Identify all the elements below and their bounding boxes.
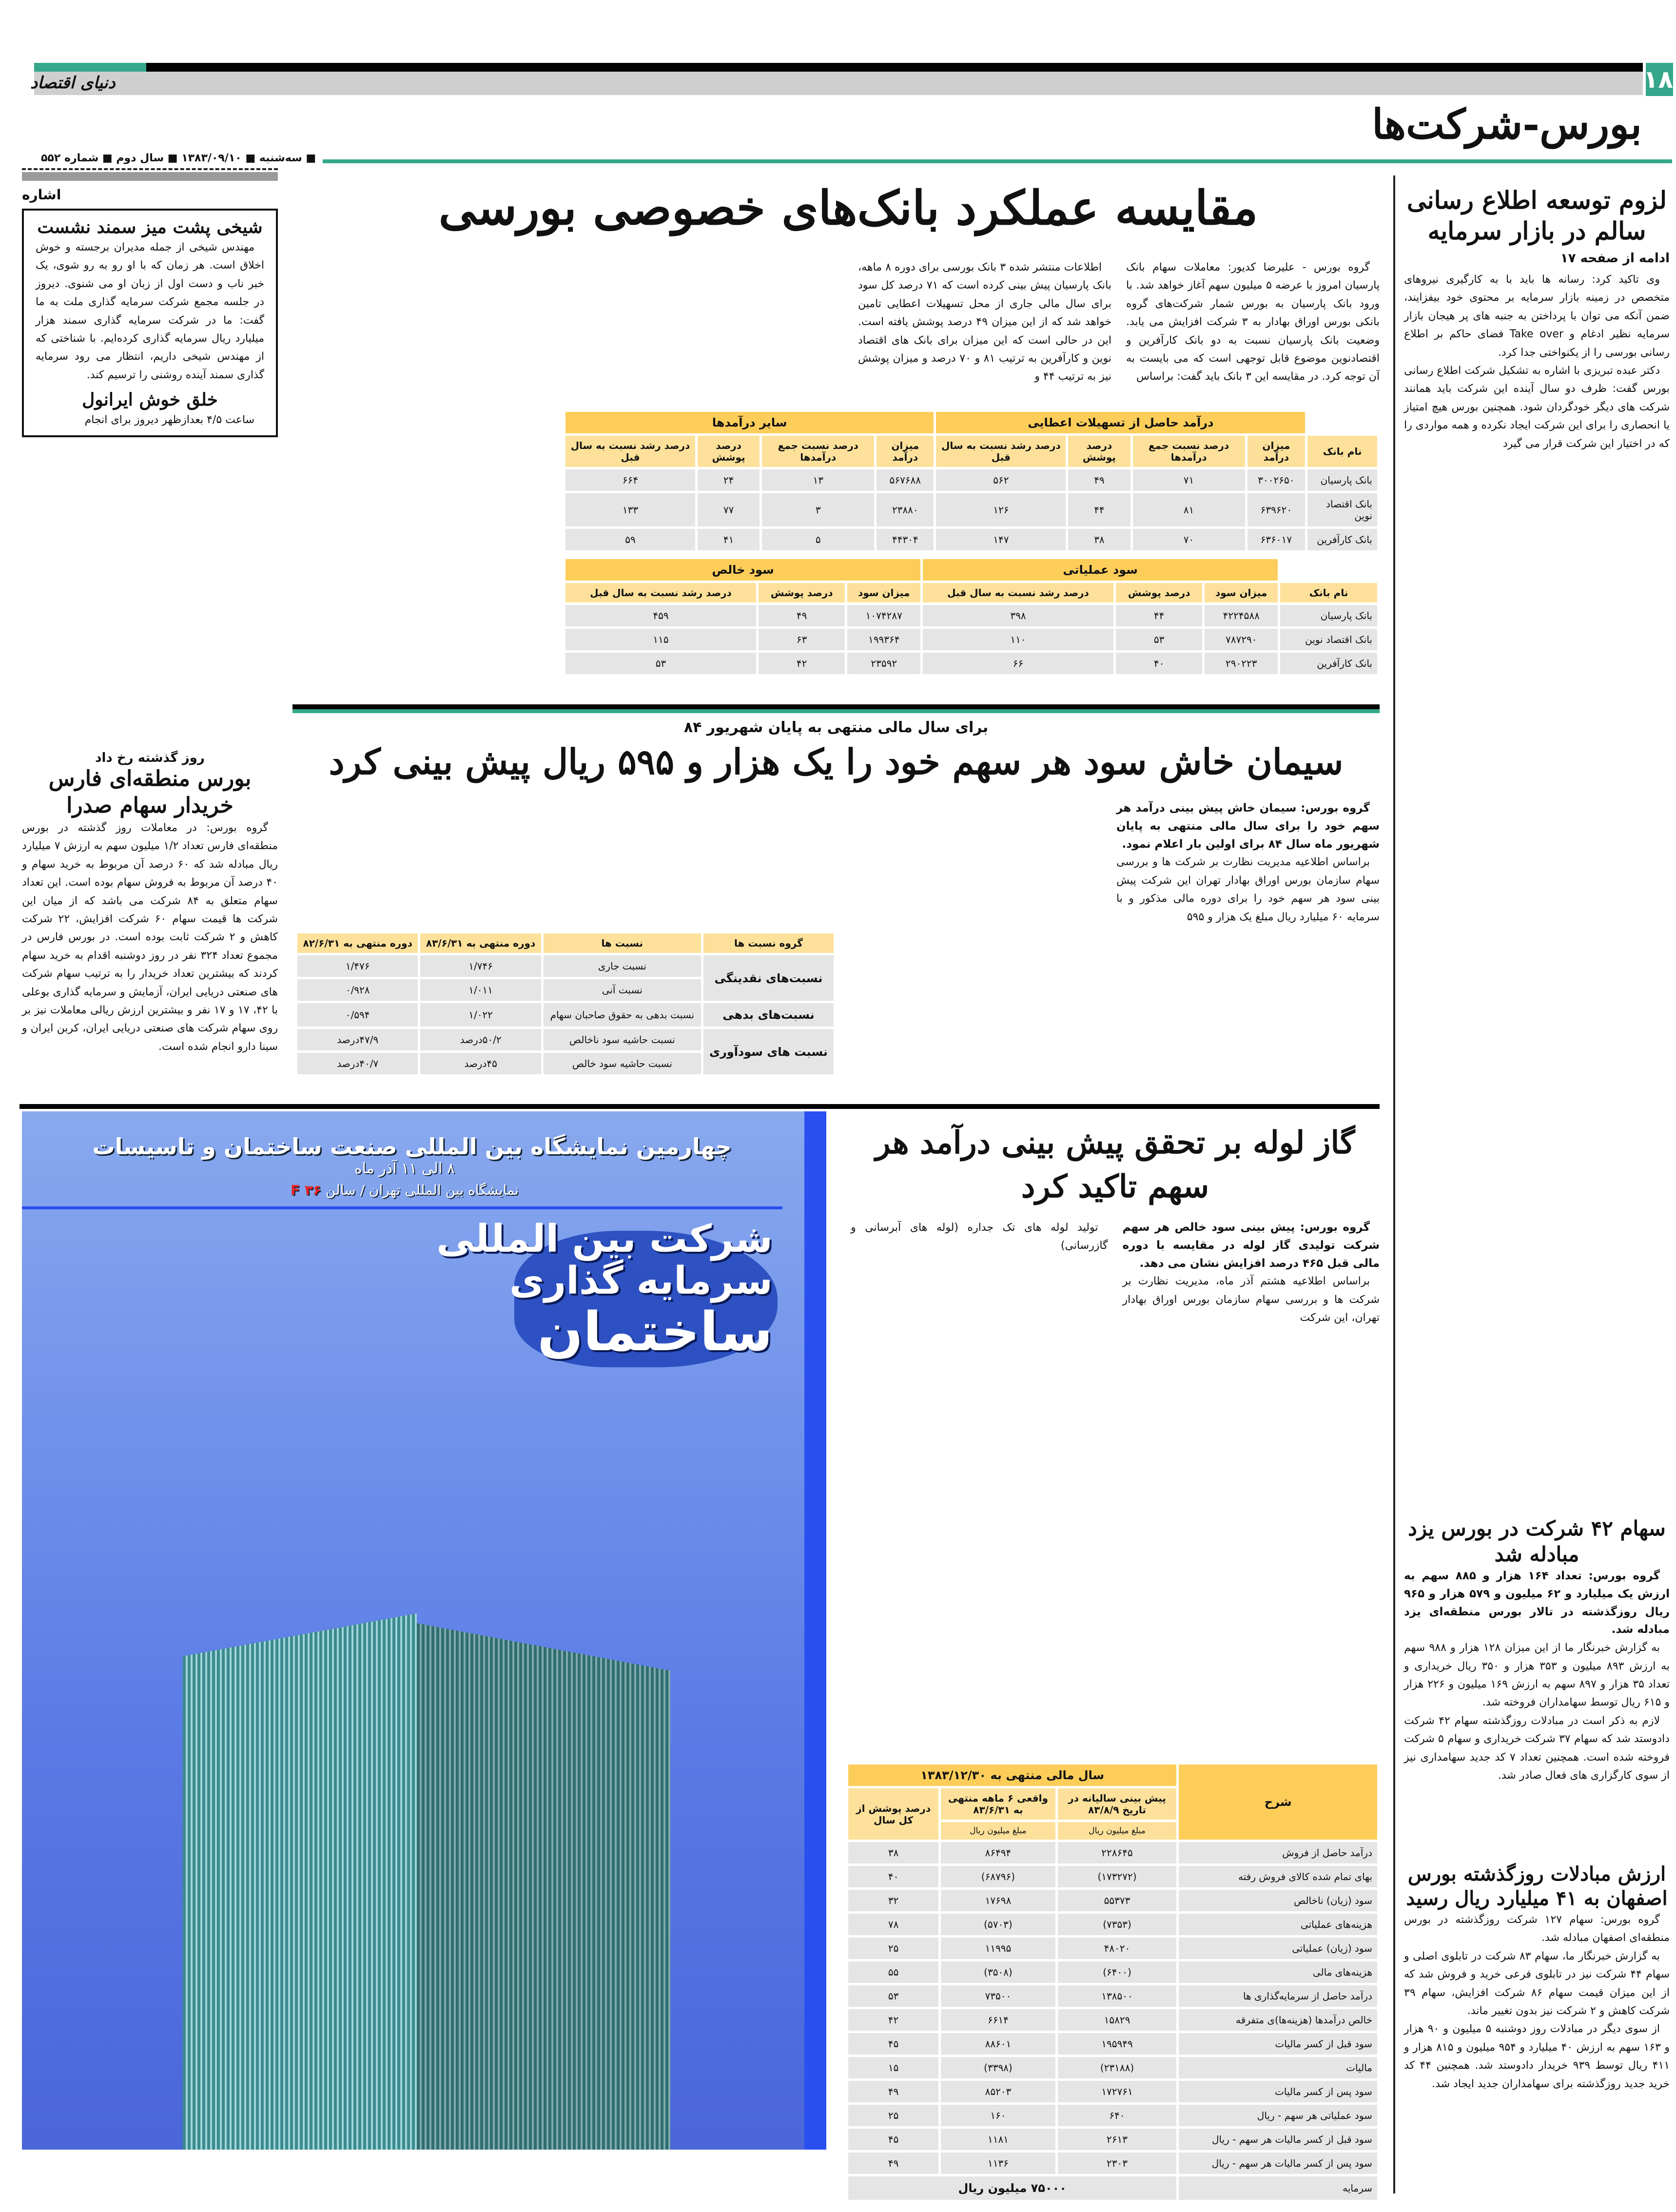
article-fars-exchange xyxy=(22,751,278,1056)
table-cell: ۱۳ xyxy=(762,469,874,491)
table-cell: ۱۵۸۲۹ xyxy=(1058,2009,1177,2031)
table-cell: ۱۷۶۹۸ xyxy=(941,1890,1055,1911)
table-cell: ۷۷ xyxy=(698,493,760,526)
building-right-graphic xyxy=(417,1623,670,2150)
table-cell: (۵۷۰۳) xyxy=(941,1914,1055,1935)
headline: گاز لوله بر تحقق پیش بینی درآمد هر سهم تاکید کرد xyxy=(875,1125,1355,1205)
bank-name: بانک اقتصاد نوین xyxy=(1307,493,1377,526)
table-cell: ۲۵ xyxy=(848,1938,938,1959)
table-row xyxy=(565,605,1377,626)
table-row xyxy=(848,1914,1377,1935)
table-cell: ۶۶۱۴ xyxy=(941,2009,1055,2031)
table-cell: نسبت جاری xyxy=(544,955,701,977)
table-row xyxy=(565,629,1377,650)
table-cell: ۴۹ xyxy=(759,605,845,626)
headline: شیخی پشت میز سمند نشست xyxy=(37,217,263,237)
spacer-cell xyxy=(1280,559,1377,581)
table-cell: ۴۲ xyxy=(848,2009,938,2031)
section-title: بورس-شرکت‌ها xyxy=(1372,100,1642,148)
table-cell: ۱۷۲۷۶۱ xyxy=(1058,2081,1177,2102)
table-cell: ۲۹۰۲۲۳ xyxy=(1205,653,1278,674)
table-row xyxy=(565,493,1377,526)
column-header: درصد پوشش xyxy=(759,583,845,602)
table-row xyxy=(848,2057,1377,2078)
table-cell: ۴۵ xyxy=(848,2033,938,2055)
table-row xyxy=(565,583,1377,602)
siman-ratio-table xyxy=(295,931,836,1077)
paragraph: تولید لوله های تک جداره (لوله های آبرسانی و گازرسانی) xyxy=(851,1222,1108,1252)
section-divider xyxy=(292,704,1380,713)
table-cell: ۱۱۹۹۵ xyxy=(941,1938,1055,1959)
table-row xyxy=(565,469,1377,491)
row-label: خالص درآمدها (هزینه‌ها)ی متفرقه xyxy=(1179,2009,1377,2031)
row-label: درآمد حاصل از فروش xyxy=(1179,1842,1377,1863)
table-row xyxy=(848,1842,1377,1863)
row-label: هزینه‌های عملیاتی xyxy=(1179,1914,1377,1935)
row-label: هزینه‌های مالی xyxy=(1179,1961,1377,1983)
gray-band xyxy=(22,172,278,181)
table-cell: ۱۱۳۶ xyxy=(941,2153,1055,2174)
column-header: درصد نسبت جمع درآمدها xyxy=(1133,436,1245,467)
table-cell: ۵۶۷۶۸۸ xyxy=(877,469,934,491)
table-cell: ۲۶۱۳ xyxy=(1058,2129,1177,2150)
column-header: دوره منتهی به ۸۳/۶/۳۱ xyxy=(420,933,541,953)
headline: ارزش مبادلات روزگذشته بورس اصفهان به ۴۱ میلیارد ریال رسید xyxy=(1406,1863,1668,1910)
table-cell: ۴۱ xyxy=(698,529,760,550)
unit-label: مبلغ میلیون ریال xyxy=(941,1822,1055,1840)
table-cell: (۳۵۰۸) xyxy=(941,1961,1055,1983)
table-cell: ۱۰۷۴۲۸۷ xyxy=(847,605,920,626)
section-label: اشاره xyxy=(22,187,61,203)
ad-rule xyxy=(22,1206,782,1209)
row-label: سود قبل از کسر مالیات xyxy=(1179,2033,1377,2055)
table-row xyxy=(848,1985,1377,2007)
table-cell: ۴۹ xyxy=(848,2081,938,2102)
table-cell: (۶۸۷۹۶) xyxy=(941,1866,1055,1887)
advertisement xyxy=(22,1111,826,2150)
table-cell: ۴۴ xyxy=(1116,605,1202,626)
article-isfahan-exchange xyxy=(1404,1862,1670,2093)
header-accent xyxy=(34,63,146,72)
row-label: سود قبل از کسر مالیات هر سهم - ریال xyxy=(1179,2129,1377,2150)
kicker: برای سال مالی منتهی به پایان شهریور ۸۴ xyxy=(683,719,989,736)
brand-line: شرکت بین المللی xyxy=(436,1217,773,1261)
table-cell: ۰/۹۲۸ xyxy=(297,979,418,1001)
group-header: سود خالص xyxy=(565,559,920,581)
table-cell: ۲۳۸۸۰ xyxy=(877,493,934,526)
building-left-graphic xyxy=(183,1613,417,2150)
ad-dates: ۸ الی ۱۱ آذر ماه xyxy=(354,1160,455,1177)
table-cell: نسبت حاشیه سود خالص xyxy=(544,1053,701,1074)
table-row xyxy=(848,2105,1377,2126)
column-header: واقعی ۶ ماهه منتهی به ۸۳/۶/۳۱ xyxy=(941,1788,1055,1820)
article-yazd-exchange xyxy=(1404,1516,1670,1785)
lead: گروه بورس: تعداد ۱۶۴ هزار و ۸۸۵ سهم به ارزش یک میلیارد و ۶۲ میلیون و ۵۷۹ هزار و ۹۶۵ ریال روزگذشته در تالار بورس منطقه‌ای یزد مبادله شد. xyxy=(1404,1570,1670,1636)
table-cell: ۴۹ xyxy=(1068,469,1130,491)
table-row xyxy=(565,559,1377,581)
table-cell: ۳۹۸ xyxy=(923,605,1113,626)
bank-name: بانک پارسیان xyxy=(1307,469,1377,491)
lead: گروه بورس: پیش بینی سود خالص هر سهم شرکت تولیدی گاز لوله در مقایسه با دوره مالی قبل ۴۶۵ درصد افزایش نشان می دهد. xyxy=(1122,1221,1380,1270)
table-row xyxy=(565,653,1377,674)
table-cell: ۳۲ xyxy=(848,1890,938,1911)
table-cell: ۱/۴۷۶ xyxy=(297,955,418,977)
table-cell: ۴۲۲۴۵۸۸ xyxy=(1205,605,1278,626)
table-cell: ۱/۰۱۱ xyxy=(420,979,541,1001)
bank-name: بانک کارآفرین xyxy=(1280,653,1377,674)
table-cell: ۱۹۵۹۴۹ xyxy=(1058,2033,1177,2055)
table-cell: ۸۱ xyxy=(1133,493,1245,526)
table-row xyxy=(565,529,1377,550)
table-cell: ۱۳۸۵۰۰ xyxy=(1058,1985,1177,2007)
table-cell: ۶۶۴ xyxy=(565,469,695,491)
table-row xyxy=(848,2129,1377,2150)
dashed-rule xyxy=(22,168,278,170)
brand-line: سرمایه گذاری xyxy=(509,1259,773,1303)
table-row xyxy=(565,436,1377,467)
bank-name: بانک کارآفرین xyxy=(1307,529,1377,550)
table-row xyxy=(848,2176,1377,2200)
header-band xyxy=(34,72,1643,95)
column-header: درصد رشد نسبت به سال قبل xyxy=(565,583,756,602)
table-cell: ۴۵درصد xyxy=(420,1053,541,1074)
headline: سهام ۴۲ شرکت در بورس یزد مبادله شد xyxy=(1408,1516,1666,1566)
table-cell: ۱/۷۴۶ xyxy=(420,955,541,977)
ratio-group: نسبت های سودآوری xyxy=(703,1029,834,1074)
table-cell: ۶۳ xyxy=(759,629,845,650)
table-row xyxy=(848,2081,1377,2102)
column-header: درصد رشد نسبت به سال قبل xyxy=(936,436,1066,467)
row-label: سود (زیان) عملیاتی xyxy=(1179,1938,1377,1959)
table-row xyxy=(565,412,1377,433)
paragraph: به گزارش خبرنگار ما، سهام ۸۳ شرکت در تابلوی اصلی و سهام ۴۴ شرکت نیز در تابلوی فرعی خرید و فروش شد که از این میزان قیمت سهام ۸۶ شرکت افزایش، سهام ۳۹ شرکت کاهش و ۲ شرکت نیز بدون تغییر ماند. xyxy=(1404,1950,1670,2017)
row-label: سود عملیاتی هر سهم - ریال xyxy=(1179,2105,1377,2126)
table-cell: (۶۴۰۰) xyxy=(1058,1961,1177,1983)
table-row xyxy=(848,2033,1377,2055)
table-row xyxy=(848,1938,1377,1959)
paragraph: از سوی دیگر در مبادلات روز دوشنبه ۵ میلیون و ۹۰ هزار و ۱۶۳ سهم به ارزش ۴۰ میلیارد و ۹۵۴ میلیون و ۸۱۵ هزار و ۴۱۱ ریال توسط ۹۳۹ خریدار دادوستد شد. همچنین ۴۴ کد خرید جدید روزگذشته برای سهامداران جدید ایجاد شد. xyxy=(1404,2023,1670,2090)
paragraph: دکتر عبده تبریزی با اشاره به تشکیل شرکت اطلاع رسانی بورس گفت: ظرف دو سال آینده این شرکت باید همانند شرکت های دیگر خودگردان شود. همچنین بورس هیچ امتیاز یا انحصاری را برای این شرکت ایجاد نکرده و همه مواردی را که در اختیار این شرکت قرار می گیرد xyxy=(1404,364,1670,450)
table-cell: ۲۳۵۹۲ xyxy=(847,653,920,674)
row-label: سود (زیان) ناخالص xyxy=(1179,1890,1377,1911)
bank-name: بانک اقتصاد نوین xyxy=(1280,629,1377,650)
table-cell: (۲۳۱۸۸) xyxy=(1058,2057,1177,2078)
table-cell: ۶۴۰ xyxy=(1058,2105,1177,2126)
table-cell: ۳۰۰۲۶۵۰ xyxy=(1247,469,1306,491)
column-header: میزان سود xyxy=(847,583,920,602)
table-cell: ۵۵ xyxy=(848,1961,938,1983)
ad-brand xyxy=(436,1219,773,1361)
table-row xyxy=(848,1890,1377,1911)
row-label: سود پس از کسر مالیات xyxy=(1179,2081,1377,2102)
table-row xyxy=(297,933,834,953)
column-header: میزان درآمد xyxy=(877,436,934,467)
table-cell: ۳۸ xyxy=(848,1842,938,1863)
kicker: روز گذشته رخ داد xyxy=(95,751,205,765)
table-row xyxy=(848,1765,1377,1786)
table-row xyxy=(848,1961,1377,1983)
table-cell: ۱۶۰ xyxy=(941,2105,1055,2126)
table-row xyxy=(848,2009,1377,2031)
table-cell: (۷۳۵۳) xyxy=(1058,1914,1177,1935)
table-row xyxy=(848,1866,1377,1887)
column-header: درصد پوشش از کل سال xyxy=(848,1788,938,1840)
table-cell: (۱۷۳۲۷۲) xyxy=(1058,1866,1177,1887)
table-cell: ۷۸ xyxy=(848,1914,938,1935)
ratio-group: نسبت‌های نقدینگی xyxy=(703,955,834,1001)
table-cell: ۲۵ xyxy=(848,2105,938,2126)
table-cell: ۶۳۶۰۱۷ xyxy=(1247,529,1306,550)
gaz-article-body xyxy=(851,1219,1380,1327)
dateline: ■ سه‌شنبه ■ ۱۳۸۳/۰۹/۱۰ ■ سال دوم ■ شماره ۵۵۲ xyxy=(34,152,323,164)
table-cell: ۵ xyxy=(762,529,874,550)
page-number: ۱۸ xyxy=(1646,63,1673,96)
sidebar-notes xyxy=(22,168,278,437)
newspaper-logo: دنیای اقتصاد xyxy=(30,73,116,93)
column-header: شرح xyxy=(1179,1765,1377,1840)
column-header: درصد نسبت جمع درآمدها xyxy=(762,436,874,467)
column-header: دوره منتهی به ۸۲/۶/۳۱ xyxy=(297,933,418,953)
table-cell: ۳ xyxy=(762,493,874,526)
table-cell: ۷۳۵۰۰ xyxy=(941,1985,1055,2007)
table-row xyxy=(848,2153,1377,2174)
row-label: بهای تمام شده کالای فروش رفته xyxy=(1179,1866,1377,1887)
table-cell: نسبت حاشیه سود ناخالص xyxy=(544,1029,701,1050)
column-header: میزان درآمد xyxy=(1247,436,1306,467)
table-cell: ۴۹ xyxy=(848,2153,938,2174)
table-cell: ۰/۵۹۴ xyxy=(297,1003,418,1027)
table-cell: ۴۴۳۰۴ xyxy=(877,529,934,550)
column-rule xyxy=(1393,175,1395,2193)
table-cell: ۴۲ xyxy=(759,653,845,674)
table-cell: ۴۰ xyxy=(848,1866,938,1887)
ad-venue-text: نمایشگاه بین المللی تهران / سالن xyxy=(325,1182,519,1198)
table-cell: نسبت بدهی به حقوق صاحبان سهام xyxy=(544,1003,701,1027)
table-cell: ۲۳۰۳ xyxy=(1058,2153,1177,2174)
table-cell: ۵۳ xyxy=(565,653,756,674)
table-cell: ۵۳ xyxy=(1116,629,1202,650)
row-label: سود پس از کسر مالیات هر سهم - ریال xyxy=(1179,2153,1377,2174)
column-header: درصد پوشش xyxy=(1116,583,1202,602)
table-cell: ۴۵ xyxy=(848,2129,938,2150)
table-row xyxy=(297,1029,834,1050)
table-cell: ۸۵۲۰۳ xyxy=(941,2081,1055,2102)
headline: لزوم توسعه اطلاع رسانی سالم در بازار سرمایه xyxy=(1407,186,1667,245)
paragraph: ساعت ۴/۵ بعدازظهر دیروز برای انجام xyxy=(84,414,254,427)
table-cell: ۴۸۰۲۰ xyxy=(1058,1938,1177,1959)
table-cell: ۱۱۵ xyxy=(565,629,756,650)
table-cell: (۳۳۹۸) xyxy=(941,2057,1055,2078)
bank-name: بانک پارسیان xyxy=(1280,605,1377,626)
column-header: نام بانک xyxy=(1307,436,1377,467)
table-cell: ۴۴ xyxy=(1068,493,1130,526)
column-header: گروه نسبت ها xyxy=(703,933,834,953)
group-header: سال مالی منتهی به ۱۳۸۳/۱۲/۳۰ xyxy=(848,1765,1176,1786)
ad-venue xyxy=(22,1182,787,1198)
section-divider xyxy=(19,1104,1380,1109)
paragraph: گروه بورس - علیرضا کدیور: معاملات سهام بانک پارسیان امروز با عرضه ۵ میلیون سهم آغاز خواهد شد. با ورود بانک پارسیان به بورس شمار شرکت‌های گروه بانکی بورس اوراق بهادار به ۳ شرکت افزایش می یابد. وضعیت بانک پارسیان نسبت به دو بانک کارآفرین و اقتصادنوین موضوع قابل توجهی است که می بایست به آن توجه کرد. در مقایسه این ۳ بانک باید گفت: براساس xyxy=(1126,261,1380,383)
continued-note: ادامه از صفحه ۱۷ xyxy=(1560,251,1670,266)
main-headline: مقایسه عملکرد بانک‌های خصوصی بورسی xyxy=(438,180,1258,235)
table-cell: ۶۶ xyxy=(923,653,1113,674)
ad-hall: F ۳۶ xyxy=(290,1182,321,1198)
brand-line: ساختمان xyxy=(537,1300,773,1363)
table-cell: ۱۵ xyxy=(848,2057,938,2078)
table-cell: ۱۲۶ xyxy=(936,493,1066,526)
paragraph: مهندس شیخی از جمله مدیران برجسته و خوش اخلاق است. هر زمان که با او رو به رو شوی، یک خبر ناب و دست اول از زبان او می شنوی. دیروز در جلسه مجمع شرکت سرمایه گذاری ملت به ما گفت: ما در شرکت سرمایه گذاری سمند هزار میلیارد ریال سرمایه گذاری کرده‌ایم. با شناختی که از مهندس شیخی داریم، انتظار می رود سرمایه گذاری سمند آینده روشنی را ترسیم کند. xyxy=(36,241,264,381)
row-label: مالیات xyxy=(1179,2057,1377,2078)
row-label: سرمایه xyxy=(1179,2176,1377,2200)
table-row xyxy=(297,1003,834,1027)
table-cell: ۵۶۲ xyxy=(936,469,1066,491)
paragraph: گروه بورس: در معاملات روز گذشته در بورس منطقه‌ای فارس تعداد ۱/۲ میلیون سهم به ارزش ۷ میلیارد ریال مبادله شد که ۶۰ درصد آن مربوط به خرید سهام و ۴۰ درصد آن مربوط به فروش سهام بوده است. این تعداد سهام متعلق به ۸۴ شرکت می باشد که از میان این شرکت ها قیمت سهام ۶۰ شرکت افزایش، ۲۲ شرکت کاهش و ۲ شرکت ثابت بوده است. در بورس فارس در مجموع تعداد ۳۲۴ نفر در روز دوشنبه اقدام به خرید سهام کردند که بیشترین تعداد خریدار را به ترتیب سهام شرکت های صنعتی دریایی ایران، آزمایش و سرمایه گذاری بوعلی با ۴۲، ۱۷ و ۱۷ نفر و بیشترین ارزش ریالی معاملات نیز بر روی سهام شرکت های صنعتی دریایی ایران، کربن ایران و سینا دارو انجام شده است. xyxy=(22,822,278,1053)
siman-article-body xyxy=(1116,799,1380,926)
paragraph: به گزارش خبرنگار ما از این میزان ۱۲۸ هزار و ۹۸۸ سهم به ارزش ۸۹۳ میلیون و ۳۵۳ هزار و ۳۵۰ ریال خریداری و تعداد ۳۵ هزار و ۸۹۷ سهم به ارزش ۱۶۹ میلیون و ۲۲۶ هزار و ۶۱۵ ریال توسط سهامداران فروخته شد. xyxy=(1404,1642,1670,1709)
gaz-forecast-table xyxy=(846,1762,1380,2202)
table-cell: ۵۹ xyxy=(565,529,695,550)
table-cell: ۱۳۳ xyxy=(565,493,695,526)
row-label: درآمد حاصل از سرمایه‌گذاری ها xyxy=(1179,1985,1377,2007)
table-cell: ۳۸ xyxy=(1068,529,1130,550)
column-header: درصد پوشش xyxy=(698,436,760,467)
table-cell: نسبت آنی xyxy=(544,979,701,1001)
column-header: درصد پوشش xyxy=(1068,436,1130,467)
unit-label: مبلغ میلیون ریال xyxy=(1058,1822,1177,1840)
table-cell: ۵۵۳۷۳ xyxy=(1058,1890,1177,1911)
column-header: پیش بینی سالیانه در تاریخ ۸۳/۸/۹ xyxy=(1058,1788,1177,1820)
group-header: سایر درآمدها xyxy=(565,412,934,433)
headline: خلق خوش ایرانول xyxy=(82,389,218,410)
paragraph: گروه بورس: سهام ۱۲۷ شرکت روزگذشته در بورس منطقه‌ای اصفهان مبادله شد. xyxy=(1404,1914,1670,1944)
column-header: نام بانک xyxy=(1280,583,1377,602)
table-cell: ۴۵۹ xyxy=(565,605,756,626)
table-cell: ۶۳۹۶۲۰ xyxy=(1247,493,1306,526)
table-cell: ۲۲۸۶۴۵ xyxy=(1058,1842,1177,1863)
table-cell: ۱/۰۲۲ xyxy=(420,1003,541,1027)
table-cell: ۱۹۹۳۶۴ xyxy=(847,629,920,650)
bank-income-table xyxy=(563,409,1380,677)
table-cell: ۴۰ xyxy=(1116,653,1202,674)
paragraph: وی تاکید کرد: رسانه ها باید با به کارگیری نیروهای متخصص در زمینه بازار سرمایه بر محتوی خود بیفزایند، ضمن آنکه می توان با پرداختن به جنبه های پر هیجان بازار سرمایه نظیر ادغام و Take over فضای حاکم بر اطلاع رسانی بورسی را از یکنواختی جدا کرد. xyxy=(1404,273,1670,359)
article-info-dissemination xyxy=(1404,185,1670,453)
lead: گروه بورس: سیمان خاش پیش بینی درآمد هر سهم خود را برای سال مالی منتهی به پایان شهریور ماه سال ۸۴ برای اولین بار اعلام نمود. xyxy=(1116,802,1380,851)
headline: سیمان خاش سود هر سهم خود را یک هزار و ۵۹۵ ریال پیش بینی کرد xyxy=(329,741,1344,782)
table-row xyxy=(297,955,834,977)
table-cell: ۷۸۷۲۹۰ xyxy=(1205,629,1278,650)
table-cell: ۸۸۶۰۱ xyxy=(941,2033,1055,2055)
table-cell: ۱۱۰ xyxy=(923,629,1113,650)
header-bar xyxy=(34,63,1643,72)
column-header: درصد رشد نسبت به سال قبل xyxy=(923,583,1113,602)
table-cell: ۴۷/۹درصد xyxy=(297,1029,418,1050)
column-header: نسبت ها xyxy=(544,933,701,953)
table-cell: ۸۶۴۹۴ xyxy=(941,1842,1055,1863)
paragraph: لازم به ذکر است در مبادلات روزگذشته سهام ۴۲ شرکت دادوستد شد که سهام ۳۷ شرکت خریداری و سهام ۵ شرکت فروخته شده است. همچنین تعداد ۷ کد جدید سهامداری نیز از سوی کارگزاری های فعال صادر شد. xyxy=(1404,1714,1670,1782)
spacer-cell xyxy=(1307,412,1377,433)
ratio-group: نسبت‌های بدهی xyxy=(703,1003,834,1027)
capital-value: ۷۵۰۰۰ میلیون ریال xyxy=(848,2176,1176,2200)
table-cell: ۴۰/۷درصد xyxy=(297,1053,418,1074)
ad-title: چهارمین نمایشگاه بین المللی صنعت ساختمان و تاسیسات xyxy=(92,1133,732,1160)
notes-box xyxy=(22,209,278,437)
table-cell: ۵۰/۲درصد xyxy=(420,1029,541,1050)
bank-article-body xyxy=(858,258,1380,386)
table-cell: ۲۴ xyxy=(698,469,760,491)
group-header: سود عملیاتی xyxy=(923,559,1278,581)
column-header: میزان سود xyxy=(1205,583,1278,602)
headline: بورس منطقه‌ای فارس خریدار سهام صدرا xyxy=(48,766,252,818)
paragraph: براساس اطلاعیه مدیریت نظارت بر شرکت ها و بررسی سهام سازمان بورس اوراق بهادار تهران این شرکت پیش بینی سود هر سهم خود را برای دوره مالی مذکور و با سرمایه ۶۰ میلیارد ریال مبلغ یک هزار و ۵۹۵ xyxy=(1116,856,1380,923)
paragraph: براساس اطلاعیه هشتم آذر ماه، مدیریت نظارت بر شرکت ها و بررسی سهام سازمان بورس اوراق بهادار تهران، این شرکت xyxy=(1122,1275,1380,1324)
table-cell: ۱۴۷ xyxy=(936,529,1066,550)
column-header: درصد رشد نسبت به سال قبل xyxy=(565,436,695,467)
table-cell: ۱۱۸۱ xyxy=(941,2129,1055,2150)
paragraph: اطلاعات منتشر شده ۳ بانک بورسی برای دوره ۸ ماهه، بانک پارسیان پیش بینی کرده است که ۷۱ درصد کل سود برای سال مالی جاری از محل تسهیلات اعطایی تامین خواهد شد که از این میزان ۴۹ درصد پوشش یافته است. این در حالی است که این میزان برای بانک های اقتصاد نوین و کارآفرین به ترتیب ۸۱ و ۷۰ درصد و میزان پوشش نیز به ترتیب ۴۴ و xyxy=(858,261,1112,383)
table-cell: ۷۰ xyxy=(1133,529,1245,550)
group-header: درآمد حاصل از تسهیلات اعطایی xyxy=(936,412,1305,433)
ad-strip xyxy=(804,1111,826,2150)
table-cell: ۵۳ xyxy=(848,1985,938,2007)
table-cell: ۷۱ xyxy=(1133,469,1245,491)
